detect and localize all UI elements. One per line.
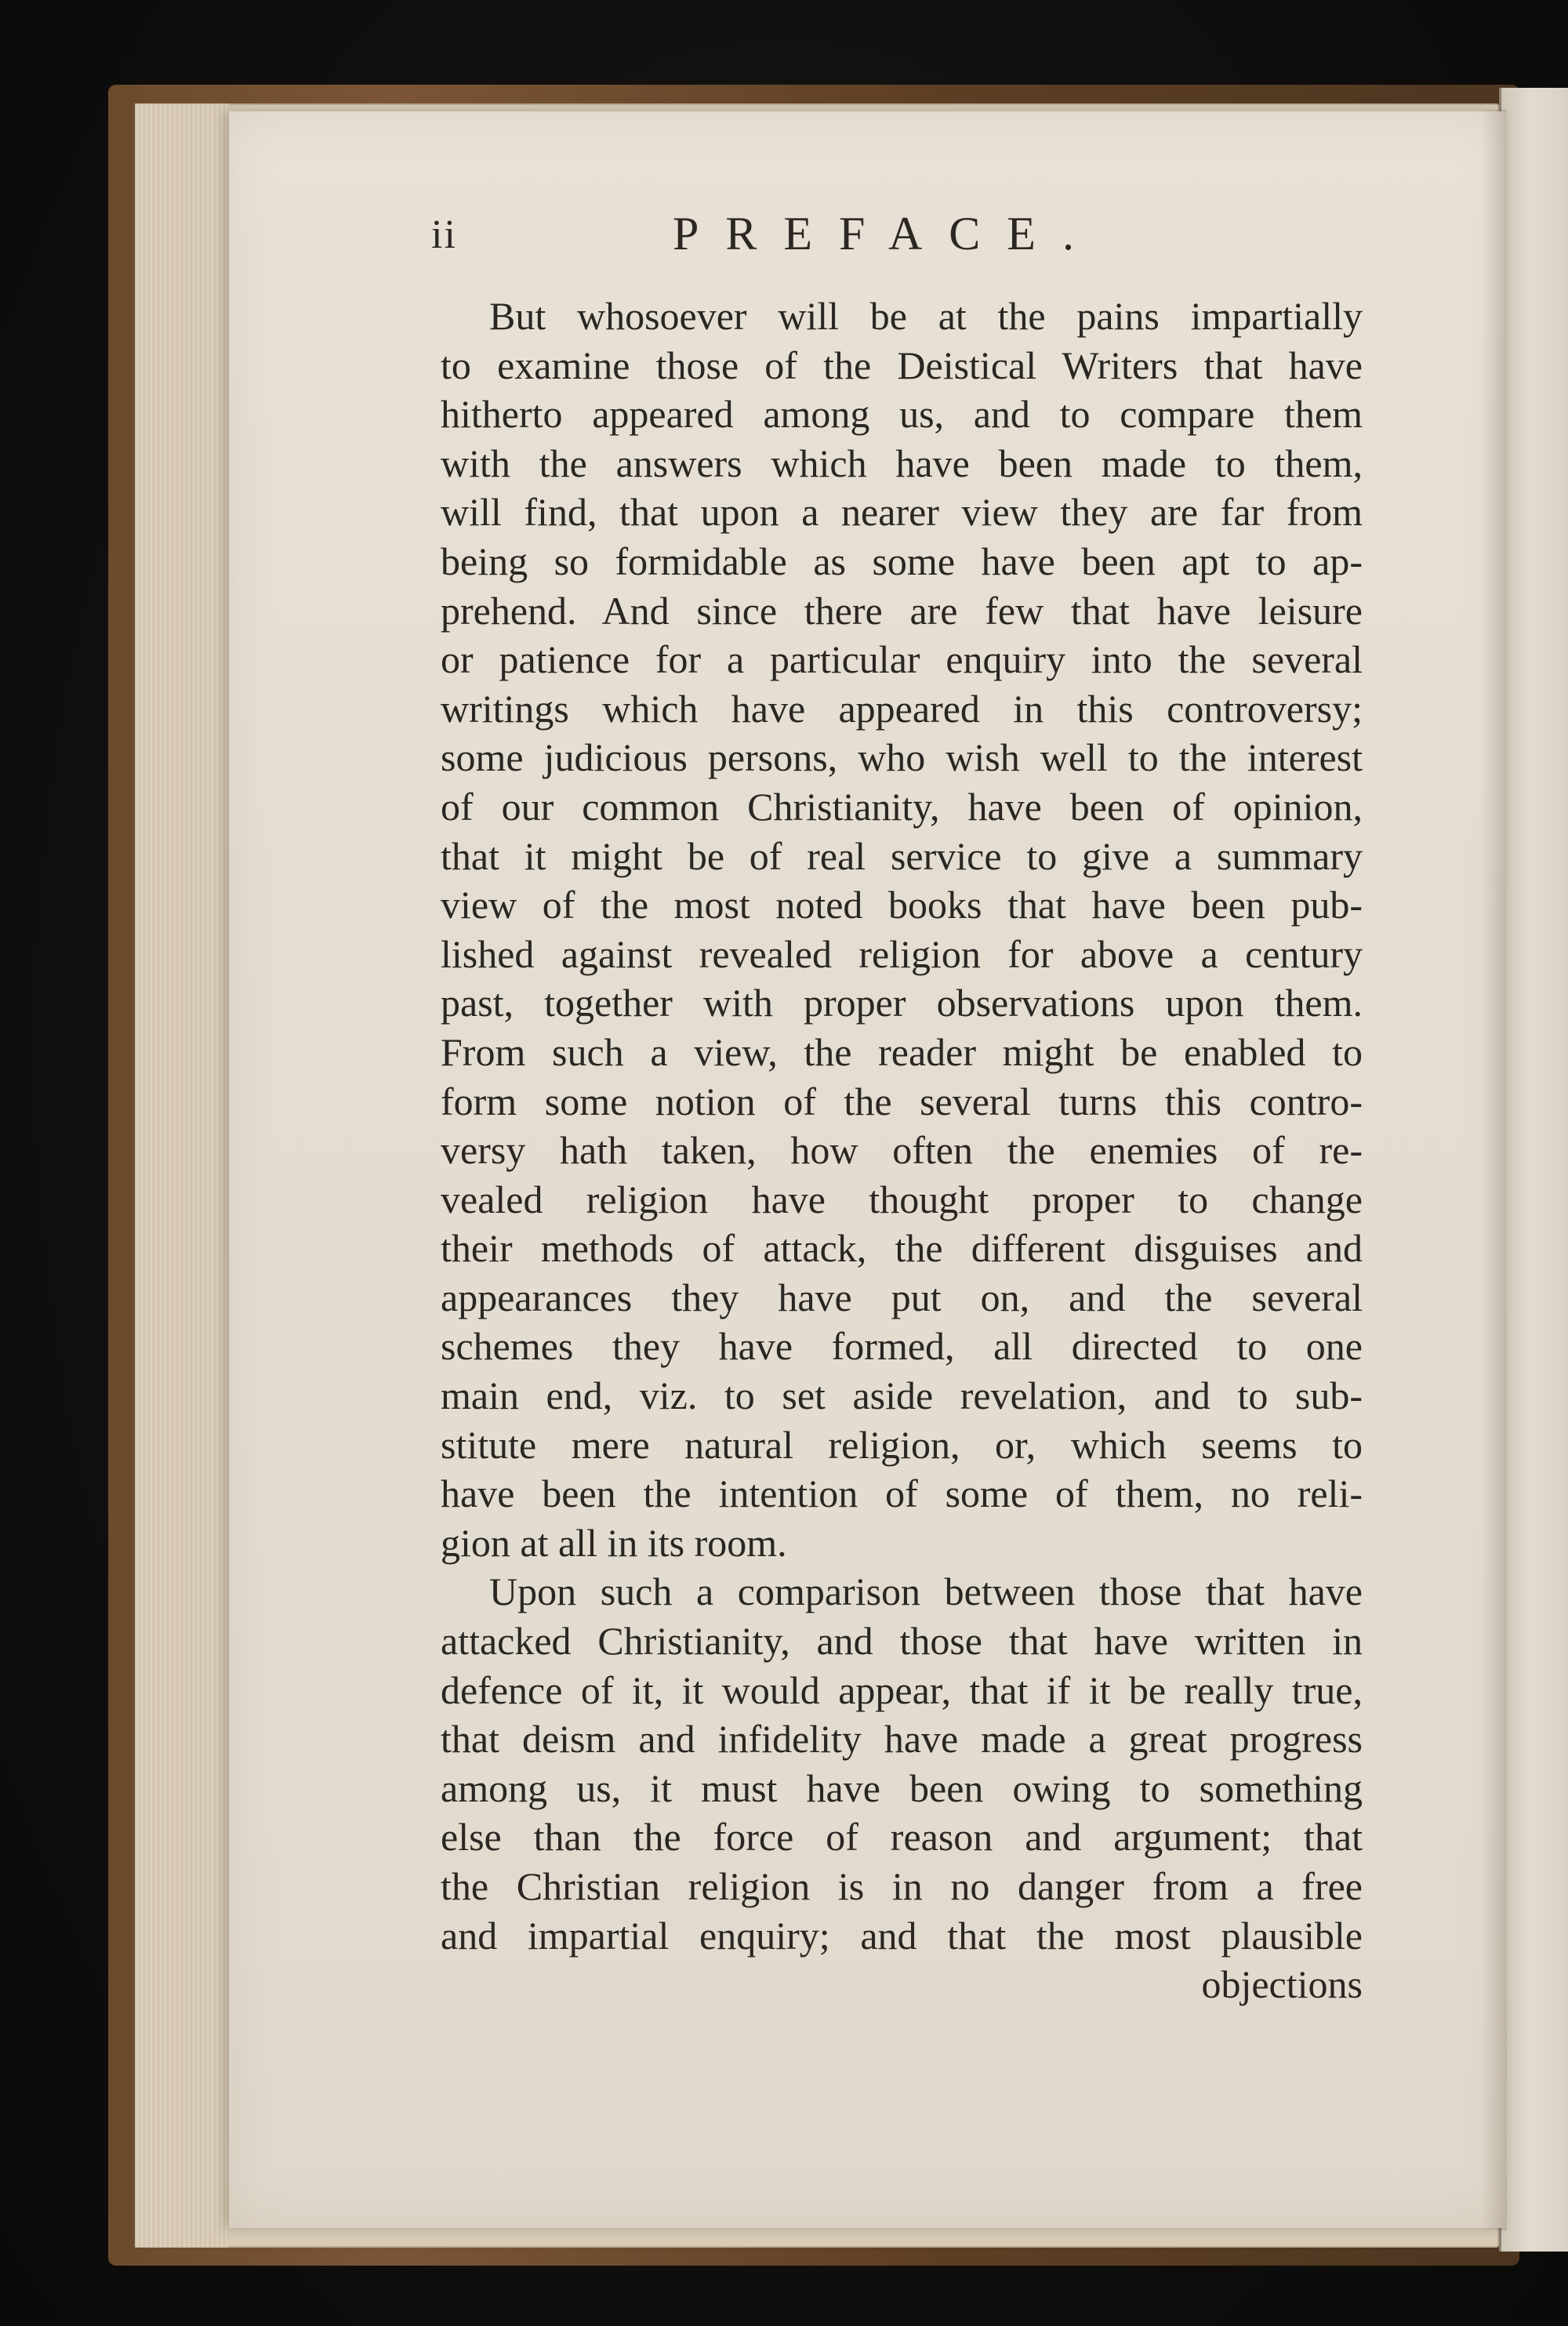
paragraph [441, 292, 1363, 1567]
text-line: or patience for a particular enquiry into the several [441, 637, 1363, 682]
running-head-title: PREFACE. [673, 208, 1101, 259]
text-line: among us, it must have been owing to something [441, 1765, 1363, 1810]
opposite-page-edge [1499, 88, 1568, 2252]
text-line: view of the most noted books that have been pub- [441, 883, 1363, 927]
text-line: vealed religion have thought proper to change [441, 1177, 1363, 1221]
page-number: ii [431, 212, 457, 257]
text-line: writings which have appeared in this controversy; [441, 686, 1363, 731]
text-line: their methods of attack, the different disguises and [441, 1226, 1363, 1271]
text-line: But whosoever will be at the pains impartially [489, 294, 1363, 338]
text-line: with the answers which have been made to them, [441, 441, 1363, 485]
text-line: attacked Christianity, and those that have written in [441, 1619, 1363, 1664]
text-line: versy hath taken, how often the enemies of re- [441, 1128, 1363, 1173]
text-line: will find, that upon a nearer view they are far from [441, 490, 1363, 535]
text-line: main end, viz. to set aside revelation, and to sub- [441, 1373, 1363, 1418]
text-line: From such a view, the reader might be enabled to [441, 1029, 1363, 1074]
text-line: that deism and infidelity have made a great progress [441, 1717, 1363, 1762]
text-line: defence of it, it would appear, that if it be really true, [441, 1667, 1363, 1712]
text-line: gion at all in its room. [441, 1520, 787, 1565]
text-line: have been the intention of some of them, no reli- [441, 1471, 1363, 1516]
running-head [431, 205, 1372, 276]
paragraph-container [441, 292, 1363, 1960]
text-line: some judicious persons, who wish well to the interest [441, 735, 1363, 780]
text-line: stitute mere natural religion, or, which seems to [441, 1422, 1363, 1467]
gutter-shadow [1482, 110, 1507, 2230]
text-line: the Christian religion is in no danger from a free [441, 1864, 1363, 1908]
text-line: schemes they have formed, all directed to one [441, 1324, 1363, 1369]
text-line: appearances they have put on, and the several [441, 1275, 1363, 1319]
body-text [441, 292, 1363, 2009]
paragraph [441, 1567, 1363, 1960]
text-line: else than the force of reason and argument; that [441, 1815, 1363, 1860]
text-line: lished against revealed religion for above a century [441, 931, 1363, 976]
text-line: that it might be of real service to give a summary [441, 833, 1363, 878]
text-line: being so formidable as some have been apt to ap- [441, 539, 1363, 583]
text-line: of our common Christianity, have been of opinion, [441, 784, 1363, 829]
catchword: objections [1201, 1962, 1363, 2007]
text-line: to examine those of the Deistical Writers that have [441, 343, 1363, 387]
text-line: and impartial enquiry; and that the most plausible [441, 1913, 1363, 1958]
text-line: Upon such a comparison between those that have [489, 1569, 1363, 1614]
text-line: hitherto appeared among us, and to compare them [441, 392, 1363, 437]
text-line: prehend. And since there are few that have leisure [441, 588, 1363, 633]
text-line: form some notion of the several turns this contro- [441, 1079, 1363, 1123]
text-line: past, together with proper observations upon them. [441, 981, 1363, 1025]
